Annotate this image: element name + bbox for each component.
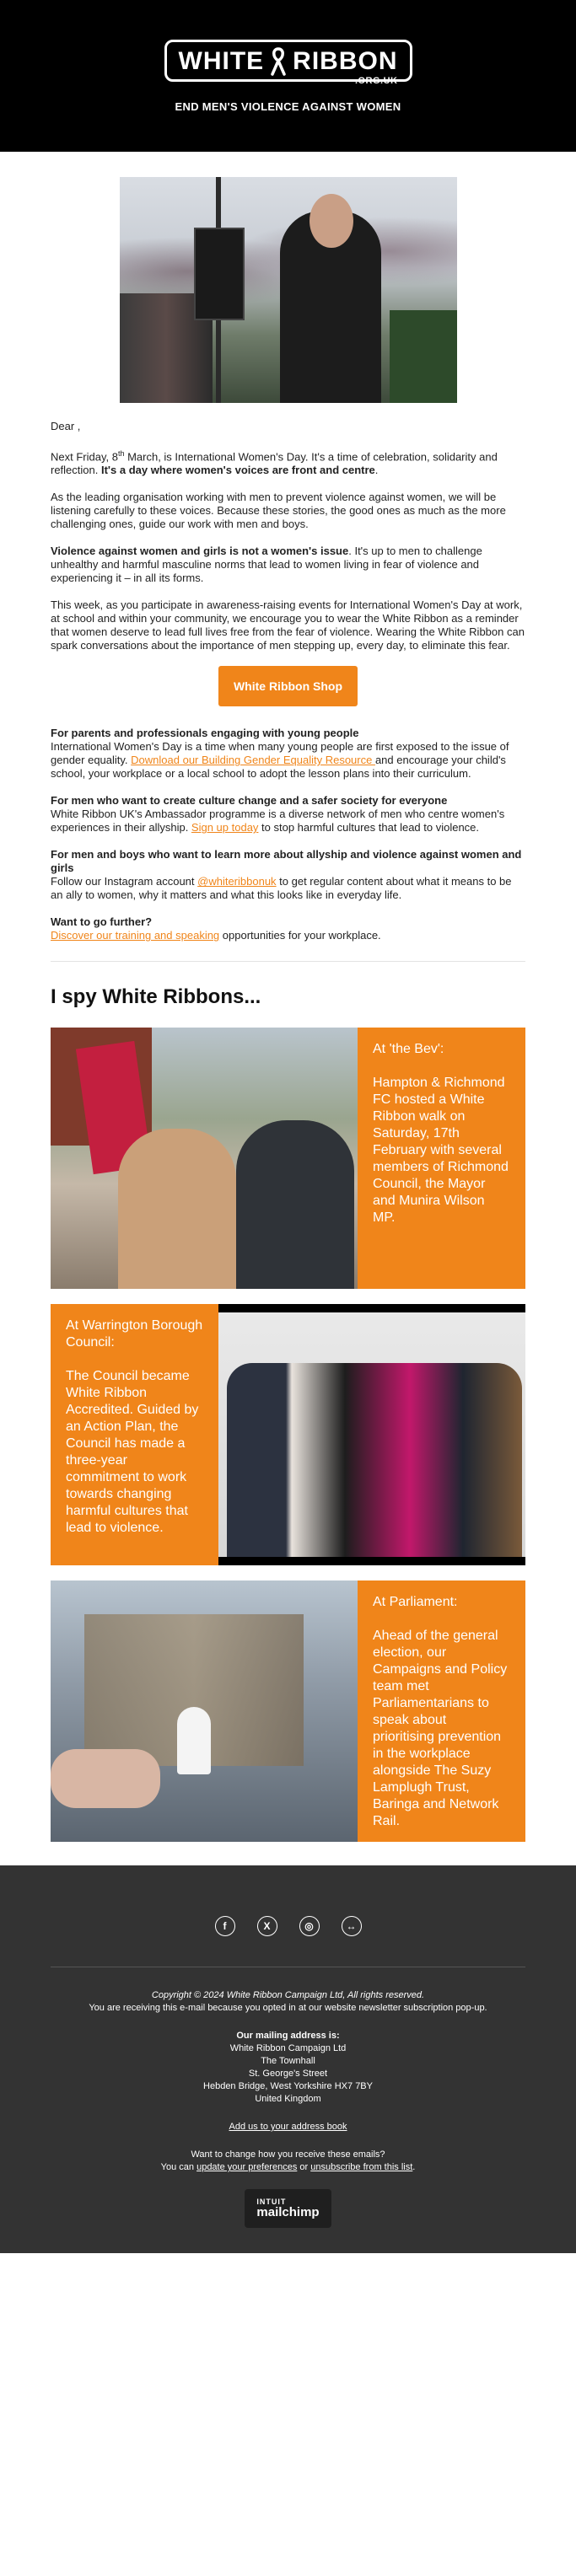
culture-title: For men who want to create culture change and a safer society for everyone <box>51 794 448 808</box>
mailchimp-badge[interactable] <box>245 2189 331 2228</box>
change-answer <box>51 2161 525 2174</box>
photo-hand <box>51 1749 160 1808</box>
social-links <box>51 1916 525 1936</box>
mailing-label <box>51 2030 525 2042</box>
change-b: or <box>297 2162 311 2173</box>
cta-wrap <box>51 666 525 706</box>
address-line: The Townhall <box>261 2056 315 2067</box>
allyship-text-b: to get regular content about what it means to be an ally to women, why it matters and what this looks like in everyday life. <box>51 875 512 902</box>
allyship-text <box>51 875 525 902</box>
hero-hedge <box>390 310 457 403</box>
intro-bold: It's a day where women's voices are front and centre <box>100 464 375 477</box>
paragraph-wear-ribbon: This week, as you participate in awareness-raising events for International Women's Day at work, at school and within your community, we encourage you to wear the White Ribbon as a reminder that women deserve to lead full lives free from the fear of violence. Wearing the White Ribbon can spark conversations about the importance of men stepping up, every day, to eliminate this fear. <box>51 598 525 652</box>
shop-button[interactable]: White Ribbon Shop <box>218 666 358 706</box>
website-link-icon[interactable]: ↔ <box>342 1916 362 1936</box>
story-text <box>51 1304 218 1565</box>
story-photo-council <box>218 1304 525 1565</box>
section-parents <box>51 727 525 781</box>
update-preferences-link[interactable]: update your preferences <box>196 2162 298 2173</box>
instagram-link[interactable]: @whiteribbonuk <box>197 875 277 888</box>
story-card <box>51 1580 525 1842</box>
logo-word-white: WHITE <box>178 46 265 75</box>
story-photo-walk <box>51 1028 358 1289</box>
story-body: Hampton & Richmond FC hosted a White Ribbon walk on Saturday, 17th February with several members of Richmond Council, the Mayor and Munira Wilson MP. <box>373 1076 509 1226</box>
change-question: Want to change how you receive these emails? <box>191 2149 385 2160</box>
hero-sign <box>194 228 245 320</box>
change-end: . <box>412 2162 416 2173</box>
change-a: You can <box>160 2162 197 2173</box>
story-heading: At 'the Bev': <box>373 1042 444 1057</box>
logo-suffix-wrap <box>293 46 398 86</box>
culture-text-a: White Ribbon UK's Ambassador programme is a diverse network of men who centre women's experiences in their allyship. <box>51 808 505 835</box>
address-line: St. George's Street <box>248 2069 328 2080</box>
intro-end: . <box>374 464 379 477</box>
instagram-icon[interactable]: ◎ <box>299 1916 320 1936</box>
x-icon[interactable]: X <box>257 1916 277 1936</box>
story-body: The Council became White Ribbon Accredited. Guided by an Action Plan, the Council has made a three-year commitment to work towards changing harmful cultures that lead to violence. <box>66 1369 199 1536</box>
photo-group <box>227 1363 522 1557</box>
email-content <box>0 177 576 1842</box>
gender-equality-resource-link[interactable]: Download our Building Gender Equality Resource <box>131 754 375 767</box>
training-speaking-link[interactable]: Discover our training and speaking <box>51 929 220 942</box>
culture-text-b: to stop harmful cultures that lead to violence. <box>258 821 480 835</box>
para3-rest: . It's up to men to challenge unhealthy and harmful masculine norms that lead to women living in fear of violence and experiencing it – in all its forms. <box>51 545 482 585</box>
story-card <box>51 1028 525 1289</box>
logo-word-ribbon: RIBBON <box>293 46 398 75</box>
ribbon-icon <box>269 47 288 76</box>
intro-sup: th <box>117 449 125 458</box>
spy-heading: I spy White Ribbons... <box>51 985 261 1009</box>
unsubscribe-link[interactable]: unsubscribe from this list <box>310 2162 413 2173</box>
culture-text <box>51 808 525 835</box>
story-text <box>358 1580 525 1842</box>
parents-text <box>51 740 525 781</box>
section-allyship <box>51 848 525 902</box>
tagline: END MEN'S VIOLENCE AGAINST WOMEN <box>175 99 401 113</box>
logo-domain: .ORG.UK <box>354 75 398 86</box>
parents-text-b: and encourage your child's school, your workplace or a local school to adopt the lesson plans into their curriculum. <box>51 754 506 781</box>
hero-photo <box>120 177 457 403</box>
story-heading: At Warrington Borough Council: <box>66 1318 203 1350</box>
intro-paragraph <box>51 447 525 477</box>
address-book-row <box>51 2121 525 2133</box>
header <box>0 0 576 152</box>
section-culture <box>51 794 525 835</box>
paragraph-listening: As the leading organisation working with men to prevent violence against women, we will be listening carefully to these voices. Because these stories, the good ones as much as the more challenging ones, guide our work with men and boys. <box>51 491 506 531</box>
section-further <box>51 915 525 942</box>
story-heading: At Parliament: <box>373 1595 458 1610</box>
badge-main: mailchimp <box>256 2205 320 2220</box>
address-line: Hebden Bridge, West Yorkshire HX7 7BY <box>203 2081 373 2092</box>
parents-text-a: International Women's Day is a time when many young people are first exposed to the issue of gender equality. <box>51 740 509 767</box>
photo-person <box>118 1129 236 1289</box>
photo-person <box>236 1120 354 1289</box>
sign-up-link[interactable]: Sign up today <box>191 821 259 835</box>
badge-top: INTUIT <box>256 2198 287 2207</box>
story-body: Ahead of the general election, our Campaigns and Policy team met Parliamentarians to speak about prioritising prevention in the workplace alongside The Suzy Lamplugh Trust, Baringa and Network Rail. <box>373 1629 508 1829</box>
further-text <box>51 929 525 942</box>
divider <box>51 961 525 962</box>
footer <box>0 1865 576 2253</box>
mailing-label-text: Our mailing address is: <box>236 2031 340 2042</box>
paragraph-not-womens-issue <box>51 545 525 585</box>
address-book-link[interactable]: Add us to your address book <box>229 2122 347 2133</box>
story-photo-parliament <box>51 1580 358 1842</box>
parents-title: For parents and professionals engaging with young people <box>51 727 359 740</box>
further-title: Want to go further? <box>51 915 153 929</box>
allyship-text-a: Follow our Instagram account <box>51 875 198 888</box>
address-line: United Kingdom <box>255 2094 321 2105</box>
white-ribbon-logo[interactable] <box>164 40 412 86</box>
facebook-icon[interactable]: f <box>215 1916 235 1936</box>
address-line: White Ribbon Campaign Ltd <box>229 2043 347 2054</box>
hero-head <box>310 194 353 248</box>
para3-bold: Violence against women and girls is not a women's issue <box>51 545 349 558</box>
receiving-reason: You are receiving this e-mail because you opted in at our website newsletter subscription pop-up. <box>89 2003 487 2014</box>
intro-text-a: Next Friday, 8 <box>51 450 118 464</box>
intro-text-b: March, is International Women's Day. It's a time of celebration, solidarity and reflection. <box>51 450 498 477</box>
allyship-title: For men and boys who want to learn more about allyship and violence against women and girls <box>51 848 522 875</box>
greeting: Dear , <box>51 420 81 432</box>
photo-ribbon <box>177 1707 211 1774</box>
further-text-rest: opportunities for your workplace. <box>219 929 381 942</box>
story-card <box>51 1304 525 1565</box>
story-text <box>358 1028 525 1289</box>
copyright: Copyright © 2024 White Ribbon Campaign Ltd, All rights reserved. <box>151 1990 425 2001</box>
